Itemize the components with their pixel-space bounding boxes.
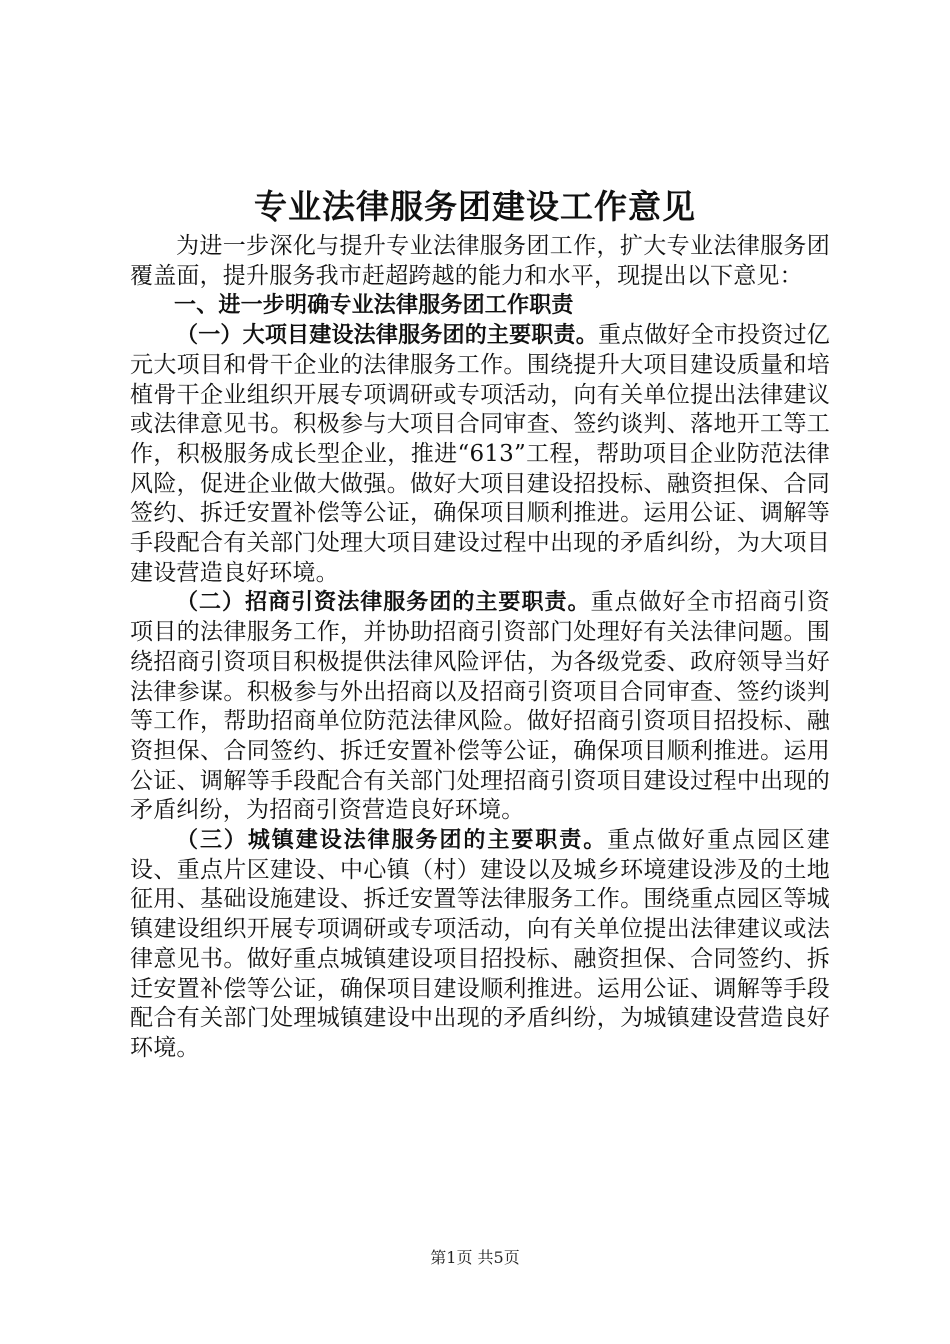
page-total: 共5页 [477, 1248, 520, 1267]
section-heading: 一、进一步明确专业法律服务团工作职责 [174, 293, 574, 319]
duty-text-major-projects: 重点做好全市投资过亿元大项目和骨干企业的法律服务工作。围绕提升大项目建设质量和培植骨干企业组织开展专项调研或专项活动，向有关单位提出法律建议或法律意见书。积极参与大项目合同审查、签约谈判、落地开工等工作，积极服务成长型企业，推进“613”工程，帮助项目企业防范法律风险，促进企业做大做强。做好大项目建设招投标、融资担保、合同签约、拆迁安置补偿等公证，确保项目顺利推进。运用公证、调解等手段配合有关部门处理大项目建设过程中出现的矛盾纠纷，为大项目建设营造良好环境。 [130, 322, 830, 586]
duty-lead-urban: （三）城镇建设法律服务团的主要职责。 [176, 828, 608, 854]
duty-paragraph-investment [130, 588, 830, 826]
page-footer [0, 1247, 950, 1269]
page-number: 第1页 [430, 1248, 473, 1267]
duty-lead-investment: （二）招商引资法律服务团的主要职责。 [176, 590, 591, 616]
duty-paragraph-urban [130, 826, 830, 1064]
document-title: 专业法律服务团建设工作意见 [254, 187, 696, 226]
duty-text-urban: 重点做好重点园区建设、重点片区建设、中心镇（村）建设以及城乡环境建设涉及的土地征用、基础设施建设、拆迁安置等法律服务工作。围绕重点园区等城镇建设组织开展专项调研或专项活动，向有关单位提出法律建议或法律意见书。做好重点城镇建设项目招投标、融资担保、合同签约、拆迁安置补偿等公证，确保项目建设顺利推进。运用公证、调解等手段配合有关部门处理城镇建设中出现的矛盾纠纷，为城镇建设营造良好环境。 [130, 827, 830, 1061]
duty-lead-major-projects: （一）大项目建设法律服务团的主要职责。 [176, 323, 598, 349]
duty-text-investment: 重点做好全市招商引资项目的法律服务工作，并协助招商引资部门处理好有关法律问题。围绕招商引资项目积极提供法律风险评估，为各级党委、政府领导当好法律参谋。积极参与外出招商以及招商引资项目合同审查、签约谈判等工作，帮助招商单位防范法律风险。做好招商引资项目招投标、融资担保、合同签约、拆迁安置补偿等公证，确保项目顺利推进。运用公证、调解等手段配合有关部门处理招商引资项目建设过程中出现的矛盾纠纷，为招商引资营造良好环境。 [130, 589, 830, 824]
intro-paragraph: 为进一步深化与提升专业法律服务团工作，扩大专业法律服务团覆盖面，提升服务我市赶超跨越的能力和水平，现提出以下意见： [130, 233, 830, 289]
document-body [130, 232, 830, 1064]
duty-paragraph-major-projects [130, 321, 830, 588]
